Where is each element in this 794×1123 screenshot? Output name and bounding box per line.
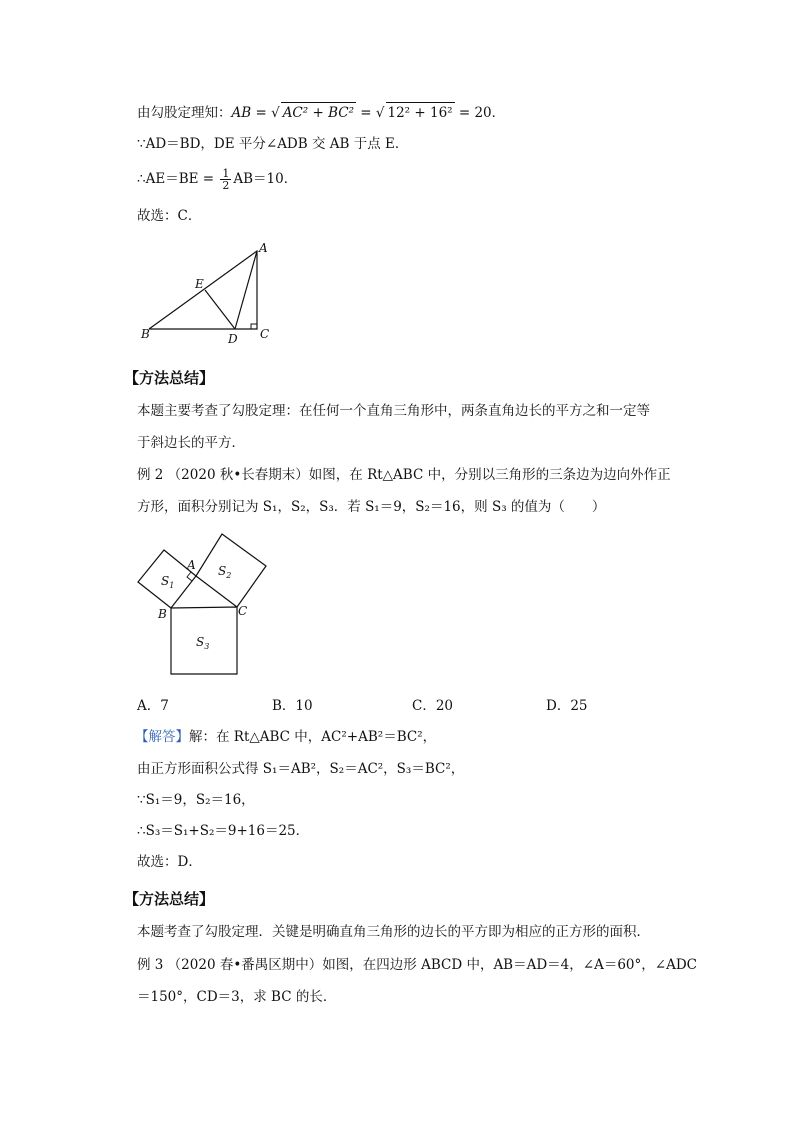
segment-ad [235, 251, 257, 329]
text: AB＝10． [233, 171, 298, 187]
summary-line-2: 于斜边长的平方． [137, 435, 245, 451]
label-b: B [158, 607, 167, 621]
option-a: A．7 [137, 698, 169, 714]
label-s3: $S_3$ [196, 635, 210, 651]
solution-line-half [137, 168, 297, 191]
numerator: 1 [222, 167, 230, 180]
solution-line-bisector: ∵AD＝BD，DE 平分∠ADB 交 AB 于点 E． [137, 136, 409, 152]
text: AB [231, 105, 252, 121]
answer-line-4: ∴S₃＝S₁+S₂＝9+16＝25． [137, 823, 310, 839]
label-a: A [259, 241, 268, 255]
label-s1: $S_1$ [161, 574, 175, 590]
answer-line-2: 由正方形面积公式得 S₁＝AB²，S₂＝AC²，S₃＝BC²， [137, 761, 465, 777]
right-angle-mark [251, 324, 257, 329]
denominator: 2 [222, 179, 230, 192]
solution-line-choice: 故选：C． [137, 208, 202, 224]
label-c: C [260, 327, 270, 341]
triangle-figure [135, 240, 285, 348]
radicand: AC² + BC² [281, 102, 356, 123]
label-d: D [228, 332, 238, 346]
text: ∴AE＝BE = [137, 171, 219, 187]
text: 3 [204, 642, 210, 651]
option-c: C．20 [412, 698, 454, 714]
answer-line-1 [135, 727, 436, 747]
method-summary-title: 【方法总结】 [124, 369, 215, 387]
radicand: 12² + 16² [386, 102, 455, 123]
summary2-line-1: 本题考查了勾股定理．关键是明确直角三角形的边长的平方即为相应的正方形的面积． [137, 924, 650, 940]
label-s2: $S_2$ [218, 564, 232, 580]
example2-line-2: 方形，面积分别记为 S₁，S₂，S₃．若 S₁＝9，S₂＝16，则 S₃ 的值为（ ） [137, 499, 606, 515]
answer-tag: 【解答】 [135, 729, 189, 745]
text: 解：在 Rt△ABC 中，AC²+AB²＝BC²， [189, 729, 437, 745]
label-c: C [238, 604, 248, 618]
text: 2 [226, 571, 232, 580]
text: 1 [169, 581, 175, 590]
label-a: A [187, 558, 196, 572]
text: = [355, 105, 376, 121]
answer-line-5: 故选：D． [137, 854, 202, 870]
label-e: E [195, 277, 204, 291]
label-b: B [141, 327, 150, 341]
solution-line-pythagoras: 由勾股定理知：AB = √ AC² + BC² = √ 12² + 16² = 20． [137, 102, 505, 123]
text: = 20． [454, 105, 506, 121]
answer-line-3: ∵S₁＝9，S₂＝16， [137, 792, 255, 808]
example2-line-1: 例 2 （2020 秋•长春期末）如图，在 Rt△ABC 中，分别以三角形的三条边为边向外作正 [137, 467, 671, 483]
text: = [251, 105, 272, 121]
right-angle-mark [187, 572, 192, 581]
squares-figure [125, 525, 275, 680]
summary-line-1: 本题主要考查了勾股定理：在任何一个直角三角形中，两条直角边长的平方之和一定等 [137, 403, 650, 419]
segment-de [205, 290, 235, 329]
method-summary-title: 【方法总结】 [124, 890, 215, 908]
example3-line-2: ＝150°，CD＝3，求 BC 的长． [137, 989, 337, 1005]
fraction [220, 168, 231, 191]
option-d: D．25 [546, 698, 588, 714]
text: 由勾股定理知： [137, 105, 232, 121]
example3-line-1: 例 3 （2020 春•番禺区期中）如图，在四边形 ABCD 中，AB＝AD＝4，∠A＝60°，∠ADC [137, 957, 697, 973]
option-b: B．10 [272, 698, 313, 714]
